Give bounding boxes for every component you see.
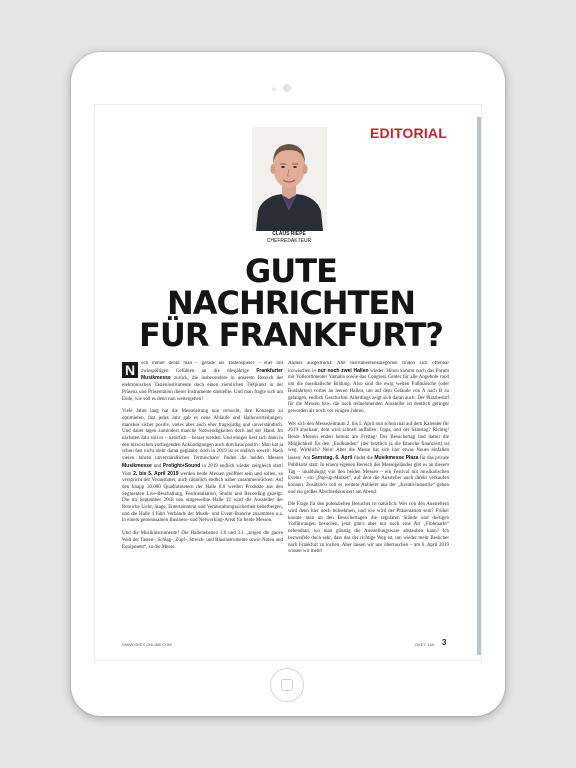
- headline: [115, 252, 467, 354]
- text-run: in 2019 endlich wieder zeitgleich statt! Vom: [122, 463, 283, 477]
- headline-line: FÜR FRANKFURT?: [139, 316, 443, 354]
- text-run: Viele Jahre lang hat die Messeleitung nun versucht, ihre Konzepte zu optimieren, fast jedes Jahr gab es neue Abläufe und Hallenverteilungen, manches sicher positiv, vieles aber auch eher fragwürdig und unverständlich. Und dabei lagen zumindest manche Notwendigkeiten doch auf der Hand. Im nächsten Jahr soll es – natürlich – besser werden. Und einiges liest sich dann in den inzwischen vorliegenden Ankündigungen auch durchaus positiv: Man hat ja schon fast nicht mehr daran geglaubt, doch in 2019 ist es endlich soweit: Nach vielen Jahren unverständlichen Terminchaos' finden die beiden Messen: [122, 409, 283, 462]
- home-button-icon[interactable]: [270, 668, 304, 702]
- drop-cap: N: [122, 362, 138, 378]
- home-square-icon: [281, 679, 293, 691]
- text-run: für das private Publikum statt: In einem eigenen Bereich des Messegeländes gibt es an diesem Tag – unabhängig von den beiden Messen – ein Festival mit musikalischen Events - ein „Pop-up-Market“, auf dem die Aussteller auch direkt verkaufen können. Zusätzlich soll es weitere Anbieter aus der „Kreativindustrie“ geben und ein großes Abschiedskonzert am Abend.: [288, 456, 449, 495]
- text-run: Anders ausgedrückt: Alle Instrumentenkategorien finden sich offenbar inzwischen in: [288, 361, 449, 374]
- article-paragraph: [288, 361, 449, 416]
- headline-line: NACHRICHTEN: [166, 284, 416, 322]
- author-photo-illustration: [252, 127, 327, 231]
- article-paragraph: Und die Musikinstrumente? Die Hallenebenen 3.0 und 3.1 „zeigen die ganze Welt der Tasten-, Schlag-, Zupf-, Streich- und Blasinstrumente sowie Noten und Equipment“, so die Messe.: [122, 531, 283, 550]
- highlight-text: Frankfurter Musikmesse: [141, 367, 283, 382]
- highlight-text: 2. bis 5. April 2019: [133, 470, 179, 477]
- front-camera-icon: [283, 84, 291, 92]
- highlight-text: Samstag, 6. April: [311, 455, 353, 462]
- text-run: werden beide Messen geöffnet sein und sollen, so verspricht der Veranstalter, auch räumlich endlich näher zusammenrücken: Auf den knapp 30.000 Quadratmetern der Halle 8.0 werden Produkte aus den Segmenten Live-Beschallung, Festinstallation, Studio und Recording gezeigt. Die im September 2018 neu eingeweihte Halle 12 wird die Aussteller der Bereiche Licht, Stage, Entertainment und Veranstaltungssicherheit beherbergen, und die Halle 4 führt Verbände der Musik- und Event-Branche zusammen u.a. in einem gemeinsamen Business- und Networking-Areal für beide Messen.: [122, 471, 283, 524]
- article-paragraph: [288, 422, 449, 497]
- author-role: CHEFREDAKTEUR: [266, 238, 312, 244]
- magazine-page[interactable]: [95, 105, 481, 660]
- text-run: und: [151, 463, 163, 469]
- article-column-left: [122, 361, 283, 651]
- footer-magazine: OKEY 145: [415, 642, 434, 647]
- text-run: och immer denkt man – gerade als Tastenspieler – eher mit zwiespältigen Gefühlen an die diesjährige: [141, 361, 283, 374]
- page-accent-bar: [477, 117, 481, 655]
- article-paragraph: Die Frage für den potenziellen Besucher ist natürlich: Wer von den Ausstellern wird denn hier noch teilnehmen, und wie wird der Präsentation sein? Früher konnte man an den Besuchertagen die regulären Stände und dortigen Vorführungen besuchen, jetzt gibt's aber nur noch eine Art „Flohmarkt“ nebendran, wo man günstig die Ausstellungsware abstauben kann? Ich bezweifele doch sehr, dass das der richtige Weg ist, um wieder mehr Besucher nach Frankfurt zu locken. Aber lassen wir uns überraschen – am 6. April 2019 wissen wir mehr!: [288, 502, 449, 555]
- article-paragraph: [122, 409, 283, 525]
- text-run: Wer sich den Messezeitraum 2. bis 5. April nun schon mal auf dem Kalender für 2019 anschaut, dem wird schnell auffallen: Upps, und der Samstag? Richtig! Beide Messen enden bereits am Freitag! Der Besuchertag und damit die Möglichkeit für den „Endkunden“ (der letztlich ja die Branche finanziert) ist weg. Wirklich? Nein! Aber die Messe hat sich hier etwas Neues einfallen lassen: Am: [288, 421, 449, 462]
- section-label: EDITORIAL: [370, 125, 447, 141]
- text-run: zurück, die insbesondere in unserem Bereich der elektronischen Tasteninstrumente doch einen ziemlichen Tiefpunkt in der Präsenz und Präsentation dieser Instrumente darstellte. Und man fragte sich am Ende, wie soll es denn nun weitergehen?: [122, 376, 283, 402]
- highlight-text: Musikmesse Plaza: [374, 455, 419, 462]
- highlight-text: Prolight+Sound: [162, 462, 201, 469]
- page-number: 3: [442, 638, 447, 647]
- highlight-text: nur noch zwei Hallen: [317, 367, 369, 374]
- headline-line: GUTE: [245, 252, 337, 290]
- article-column-right: [288, 361, 449, 651]
- sensor-dot: [272, 87, 276, 91]
- highlight-text: Musikmesse: [122, 462, 152, 469]
- author-photo: [252, 127, 327, 231]
- text-run: wieder. Hinzu kommt noch das Forum mit Vollsortimenter Yamaha sowie das Congress Center für alle Angebote rund um die musikalische Bildung. Also sind die ewig weiten Fußmärsche (oder Busfahrten) vorbei an leeren Hallen, um auf dem Gelände von A nach B zu gelangen, endlich Geschichte. Allerdings zeigt sich daran auch: Der Platzbedarf für die Messen bzw. die noch teilnehmenden Aussteller ist deutlich geringer geworden als noch vor einigen Jahren.: [288, 368, 449, 414]
- footer-url: WWW.OKEY-ONLINE.COM: [122, 642, 172, 647]
- author-name: CLAUS RIEPE: [272, 231, 306, 237]
- text-run: findet die: [352, 456, 375, 462]
- article-paragraph: [122, 361, 283, 403]
